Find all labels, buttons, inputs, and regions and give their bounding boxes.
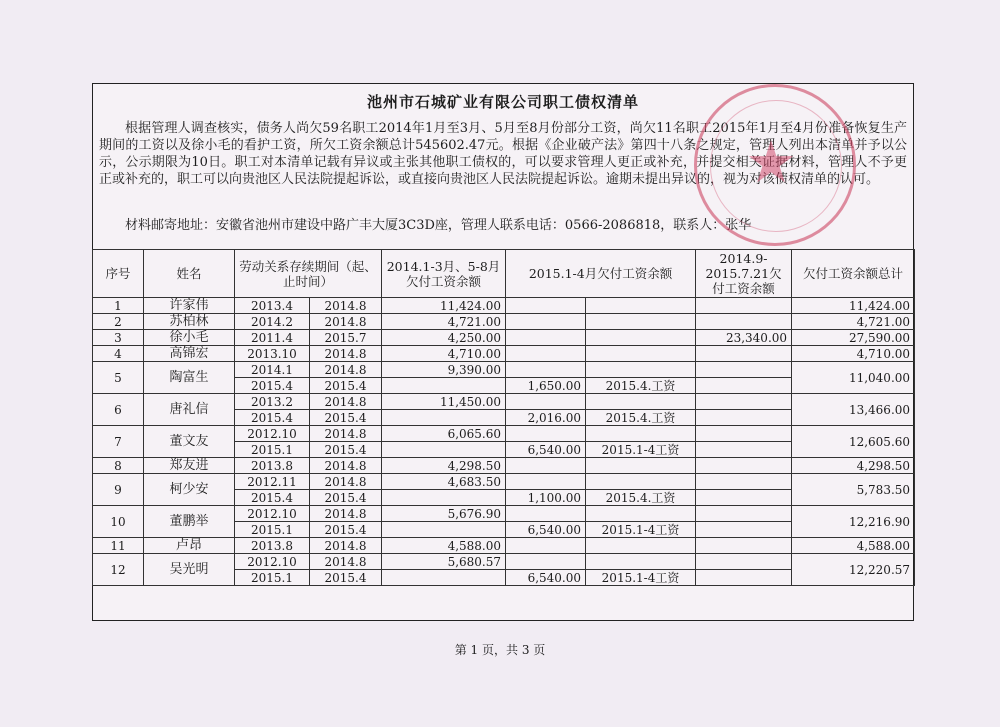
period-start: 2015.4 xyxy=(235,378,310,394)
owed-2014-2015-amount xyxy=(696,458,792,474)
period-start: 2015.1 xyxy=(235,522,310,538)
period-start: 2013.10 xyxy=(235,346,310,362)
owed-2015-note xyxy=(586,554,696,570)
row-number: 1 xyxy=(93,298,144,314)
table-row xyxy=(93,474,915,490)
owed-2015-note: 2015.4.工资 xyxy=(586,490,696,506)
row-number: 7 xyxy=(93,426,144,458)
owed-2014-2015-amount xyxy=(696,474,792,490)
table-row xyxy=(93,330,915,346)
document-title: 池州市石城矿业有限公司职工债权清单 xyxy=(366,93,639,111)
total-owed: 11,424.00 xyxy=(792,298,915,314)
owed-2015-amount: 6,540.00 xyxy=(506,570,586,586)
owed-2015-note: 2015.1-4工资 xyxy=(586,570,696,586)
table-header-row xyxy=(93,250,915,298)
owed-2015-note xyxy=(586,458,696,474)
table-row xyxy=(93,394,915,410)
period-end: 2014.8 xyxy=(310,538,382,554)
owed-2015-note: 2015.1-4工资 xyxy=(586,522,696,538)
owed-2015-amount: 1,650.00 xyxy=(506,378,586,394)
owed-2015-note xyxy=(586,314,696,330)
owed-2015-amount: 2,016.00 xyxy=(506,410,586,426)
owed-2014-amount: 4,588.00 xyxy=(382,538,506,554)
employee-name: 董文友 xyxy=(144,426,235,458)
row-number: 9 xyxy=(93,474,144,506)
owed-2014-2015-amount xyxy=(696,442,792,458)
seal-star-icon: ★ xyxy=(745,128,797,196)
employee-name: 卢昂 xyxy=(144,538,235,554)
period-end: 2014.8 xyxy=(310,554,382,570)
owed-2014-2015-amount xyxy=(696,346,792,362)
owed-2014-amount xyxy=(382,378,506,394)
total-owed: 4,588.00 xyxy=(792,538,915,554)
owed-2015-amount xyxy=(506,554,586,570)
table-row xyxy=(93,362,915,378)
period-end: 2014.8 xyxy=(310,426,382,442)
owed-2014-amount: 11,424.00 xyxy=(382,298,506,314)
total-owed: 12,220.57 xyxy=(792,554,915,586)
header-name: 姓名 xyxy=(144,250,235,298)
owed-2014-2015-amount xyxy=(696,426,792,442)
owed-2014-amount xyxy=(382,490,506,506)
employee-name: 吴光明 xyxy=(144,554,235,586)
total-owed: 13,466.00 xyxy=(792,394,915,426)
period-end: 2015.4 xyxy=(310,490,382,506)
owed-2014-amount: 4,710.00 xyxy=(382,346,506,362)
owed-2014-amount: 5,676.90 xyxy=(382,506,506,522)
table-row xyxy=(93,554,915,570)
row-number: 6 xyxy=(93,394,144,426)
owed-2015-amount xyxy=(506,314,586,330)
owed-2015-note: 2015.4.工资 xyxy=(586,410,696,426)
owed-2014-amount: 4,721.00 xyxy=(382,314,506,330)
period-start: 2012.10 xyxy=(235,506,310,522)
owed-2014-amount: 5,680.57 xyxy=(382,554,506,570)
employee-name: 许家伟 xyxy=(144,298,235,314)
owed-2015-note xyxy=(586,362,696,378)
owed-2014-amount: 11,450.00 xyxy=(382,394,506,410)
owed-2014-2015-amount xyxy=(696,378,792,394)
table-body xyxy=(93,298,915,586)
period-end: 2015.4 xyxy=(310,378,382,394)
owed-2014-2015-amount xyxy=(696,490,792,506)
period-start: 2013.8 xyxy=(235,538,310,554)
owed-2014-2015-amount xyxy=(696,394,792,410)
employee-name: 徐小毛 xyxy=(144,330,235,346)
owed-2015-amount xyxy=(506,474,586,490)
mailing-address: 材料邮寄地址：安徽省池州市建设中路广丰大厦3C3D座，管理人联系电话：0566-2086818，联系人：张华 xyxy=(125,218,752,233)
period-end: 2014.8 xyxy=(310,362,382,378)
header-owed-2015: 2015.1-4月欠付工资余额 xyxy=(506,250,696,298)
owed-2014-2015-amount xyxy=(696,570,792,586)
owed-2014-amount xyxy=(382,410,506,426)
owed-2014-amount: 9,390.00 xyxy=(382,362,506,378)
period-end: 2015.4 xyxy=(310,570,382,586)
total-owed: 4,710.00 xyxy=(792,346,915,362)
period-end: 2015.4 xyxy=(310,442,382,458)
document-frame xyxy=(92,83,914,621)
owed-2015-amount: 1,100.00 xyxy=(506,490,586,506)
owed-2015-amount xyxy=(506,346,586,362)
owed-2015-note xyxy=(586,426,696,442)
header-period: 劳动关系存续期间（起、止时间） xyxy=(235,250,382,298)
owed-2014-2015-amount xyxy=(696,538,792,554)
owed-2015-note: 2015.1-4工资 xyxy=(586,442,696,458)
row-number: 8 xyxy=(93,458,144,474)
row-number: 5 xyxy=(93,362,144,394)
owed-2015-amount xyxy=(506,506,586,522)
employee-name: 唐礼信 xyxy=(144,394,235,426)
owed-2015-note xyxy=(586,330,696,346)
owed-2014-amount: 4,250.00 xyxy=(382,330,506,346)
owed-2015-amount xyxy=(506,426,586,442)
period-end: 2014.8 xyxy=(310,506,382,522)
table-row xyxy=(93,426,915,442)
row-number: 12 xyxy=(93,554,144,586)
owed-2014-2015-amount xyxy=(696,362,792,378)
owed-2015-amount xyxy=(506,298,586,314)
period-start: 2015.1 xyxy=(235,442,310,458)
owed-2015-amount xyxy=(506,458,586,474)
period-end: 2015.4 xyxy=(310,522,382,538)
owed-2014-2015-amount xyxy=(696,314,792,330)
row-number: 10 xyxy=(93,506,144,538)
owed-2014-amount: 6,065.60 xyxy=(382,426,506,442)
owed-2015-note xyxy=(586,474,696,490)
total-owed: 11,040.00 xyxy=(792,362,915,394)
period-end: 2014.8 xyxy=(310,314,382,330)
total-owed: 27,590.00 xyxy=(792,330,915,346)
owed-2014-amount xyxy=(382,442,506,458)
owed-2014-2015-amount xyxy=(696,554,792,570)
period-start: 2014.1 xyxy=(235,362,310,378)
creditor-table xyxy=(92,249,915,586)
employee-name: 柯少安 xyxy=(144,474,235,506)
owed-2015-amount xyxy=(506,330,586,346)
total-owed: 4,721.00 xyxy=(792,314,915,330)
header-no: 序号 xyxy=(93,250,144,298)
owed-2014-amount xyxy=(382,570,506,586)
period-start: 2012.10 xyxy=(235,426,310,442)
owed-2014-2015-amount xyxy=(696,298,792,314)
period-start: 2014.2 xyxy=(235,314,310,330)
table-row xyxy=(93,314,915,330)
owed-2015-note xyxy=(586,394,696,410)
owed-2014-2015-amount xyxy=(696,506,792,522)
period-start: 2012.11 xyxy=(235,474,310,490)
owed-2015-note xyxy=(586,298,696,314)
total-owed: 4,298.50 xyxy=(792,458,915,474)
table-row xyxy=(93,538,915,554)
owed-2015-note xyxy=(586,346,696,362)
notice-paragraph: 根据管理人调查核实，债务人尚欠59名职工2014年1月至3月、5月至8月份部分工资，尚欠11名职工2015年1月至4月份准备恢复生产期间的工资以及徐小毛的看护工资，所欠工资余额总计545602.47元。根据《企业破产法》第四十八条之规定，管理人列出本清单并予以公示，公示期限为10日。职工对本清单记载有异议或主张其他职工债权的，可以要求管理人更正或补充，并提交相关证据材料，管理人不予更正或补充的，职工可以向贵池区人民法院提起诉讼，或直接向贵池区人民法院提起诉讼。逾期未提出异议的，视为对该债权清单的认可。 xyxy=(99,121,907,187)
total-owed: 12,605.60 xyxy=(792,426,915,458)
employee-name: 董鹏举 xyxy=(144,506,235,538)
employee-name: 苏柏林 xyxy=(144,314,235,330)
row-number: 2 xyxy=(93,314,144,330)
period-end: 2015.4 xyxy=(310,410,382,426)
owed-2015-amount: 6,540.00 xyxy=(506,522,586,538)
total-owed: 5,783.50 xyxy=(792,474,915,506)
owed-2015-amount xyxy=(506,394,586,410)
employee-name: 郑友进 xyxy=(144,458,235,474)
period-start: 2011.4 xyxy=(235,330,310,346)
owed-2015-amount xyxy=(506,538,586,554)
period-start: 2013.8 xyxy=(235,458,310,474)
owed-2015-note xyxy=(586,506,696,522)
owed-2014-2015-amount xyxy=(696,522,792,538)
period-end: 2014.8 xyxy=(310,474,382,490)
owed-2015-note xyxy=(586,538,696,554)
period-end: 2014.8 xyxy=(310,394,382,410)
period-start: 2012.10 xyxy=(235,554,310,570)
period-start: 2015.1 xyxy=(235,570,310,586)
row-number: 3 xyxy=(93,330,144,346)
owed-2014-amount: 4,683.50 xyxy=(382,474,506,490)
employee-name: 高锦宏 xyxy=(144,346,235,362)
owed-2014-amount xyxy=(382,522,506,538)
period-end: 2014.8 xyxy=(310,298,382,314)
period-start: 2013.2 xyxy=(235,394,310,410)
owed-2015-amount xyxy=(506,362,586,378)
total-owed: 12,216.90 xyxy=(792,506,915,538)
table-row xyxy=(93,298,915,314)
employee-name: 陶富生 xyxy=(144,362,235,394)
table-row xyxy=(93,346,915,362)
table-row xyxy=(93,506,915,522)
owed-2014-2015-amount: 23,340.00 xyxy=(696,330,792,346)
table-row xyxy=(93,458,915,474)
row-number: 4 xyxy=(93,346,144,362)
period-start: 2013.4 xyxy=(235,298,310,314)
period-end: 2015.7 xyxy=(310,330,382,346)
owed-2015-note: 2015.4.工资 xyxy=(586,378,696,394)
header-owed-2014: 2014.1-3月、5-8月欠付工资余额 xyxy=(382,250,506,298)
period-start: 2015.4 xyxy=(235,490,310,506)
owed-2014-2015-amount xyxy=(696,410,792,426)
owed-2015-amount: 6,540.00 xyxy=(506,442,586,458)
page-footer: 第 1 页，共 3 页 xyxy=(454,643,546,657)
owed-2014-amount: 4,298.50 xyxy=(382,458,506,474)
header-total: 欠付工资余额总计 xyxy=(792,250,915,298)
row-number: 11 xyxy=(93,538,144,554)
period-end: 2014.8 xyxy=(310,458,382,474)
period-end: 2014.8 xyxy=(310,346,382,362)
period-start: 2015.4 xyxy=(235,410,310,426)
header-owed-2014-2015: 2014.9-2015.7.21欠付工资余额 xyxy=(696,250,792,298)
